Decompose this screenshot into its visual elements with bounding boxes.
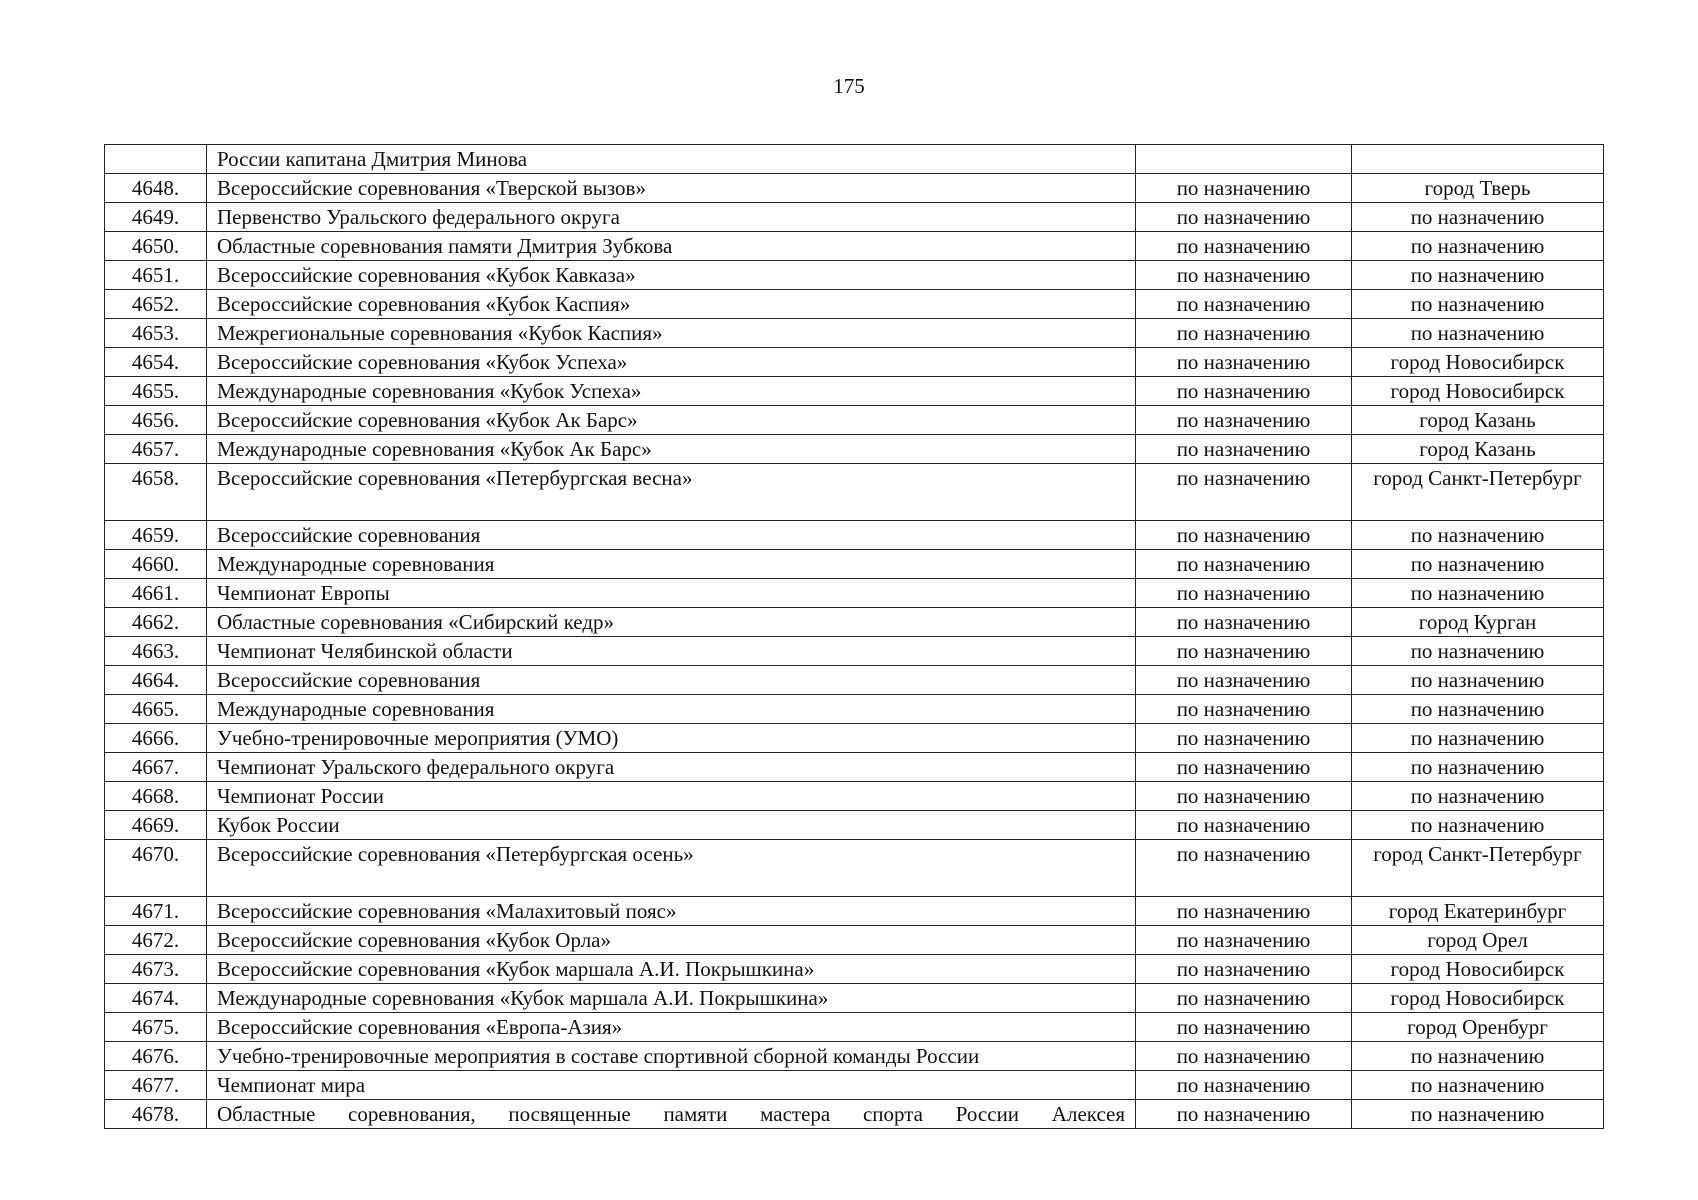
table-row <box>105 550 1604 579</box>
row-number-cell: 4658. <box>105 464 207 521</box>
event-date-cell: по назначению <box>1136 261 1352 290</box>
event-place-cell: город Новосибирск <box>1352 377 1604 406</box>
event-place-cell: по назначению <box>1352 666 1604 695</box>
event-name-cell: Чемпионат Челябинской области <box>207 637 1136 666</box>
event-date-cell: по назначению <box>1136 377 1352 406</box>
event-date-cell: по назначению <box>1136 1100 1352 1129</box>
row-number-cell: 4656. <box>105 406 207 435</box>
event-date-cell: по назначению <box>1136 174 1352 203</box>
row-number-cell: 4659. <box>105 521 207 550</box>
event-date-cell: по назначению <box>1136 811 1352 840</box>
row-number-cell: 4678. <box>105 1100 207 1129</box>
event-name-cell: Международные соревнования «Кубок Ак Барс» <box>207 435 1136 464</box>
event-place-cell: город Новосибирск <box>1352 348 1604 377</box>
table-row <box>105 579 1604 608</box>
table-row <box>105 753 1604 782</box>
event-name-cell: Всероссийские соревнования «Петербургская осень» <box>207 840 1136 897</box>
table-row <box>105 203 1604 232</box>
event-place-cell: по назначению <box>1352 811 1604 840</box>
row-number-cell: 4668. <box>105 782 207 811</box>
event-date-cell: по назначению <box>1136 579 1352 608</box>
table-row <box>105 666 1604 695</box>
event-date-cell: по назначению <box>1136 695 1352 724</box>
event-date-cell: по назначению <box>1136 435 1352 464</box>
event-date-cell: по назначению <box>1136 724 1352 753</box>
table-row <box>105 724 1604 753</box>
page-number: 175 <box>833 74 865 98</box>
event-date-cell: по назначению <box>1136 203 1352 232</box>
event-place-cell: по назначению <box>1352 319 1604 348</box>
event-place-cell: по назначению <box>1352 753 1604 782</box>
table-row <box>105 1013 1604 1042</box>
event-name-cell: Чемпионат Уральского федерального округа <box>207 753 1136 782</box>
event-place-cell: город Санкт-Петербург <box>1352 464 1604 521</box>
table-row <box>105 926 1604 955</box>
row-number-cell: 4664. <box>105 666 207 695</box>
event-date-cell: по назначению <box>1136 782 1352 811</box>
event-date-cell: по назначению <box>1136 955 1352 984</box>
event-name-cell: Всероссийские соревнования «Малахитовый пояс» <box>207 897 1136 926</box>
event-date-cell: по назначению <box>1136 550 1352 579</box>
event-date-cell: по назначению <box>1136 319 1352 348</box>
event-place-cell: по назначению <box>1352 1042 1604 1071</box>
event-name-cell: Всероссийские соревнования «Кубок Кавказа» <box>207 261 1136 290</box>
event-place-cell: город Орел <box>1352 926 1604 955</box>
row-number-cell: 4663. <box>105 637 207 666</box>
event-place-cell: по назначению <box>1352 261 1604 290</box>
row-number-cell: 4667. <box>105 753 207 782</box>
event-date-cell: по назначению <box>1136 897 1352 926</box>
event-place-cell: по назначению <box>1352 232 1604 261</box>
table-row <box>105 1071 1604 1100</box>
event-place-cell: по назначению <box>1352 1100 1604 1129</box>
table-row <box>105 435 1604 464</box>
event-date-cell: по назначению <box>1136 637 1352 666</box>
event-name-cell: Международные соревнования «Кубок маршала А.И. Покрышкина» <box>207 984 1136 1013</box>
event-name-cell: Чемпионат Европы <box>207 579 1136 608</box>
event-name-cell: Всероссийские соревнования «Кубок Орла» <box>207 926 1136 955</box>
event-name-cell: Кубок России <box>207 811 1136 840</box>
table-row <box>105 174 1604 203</box>
row-number-cell: 4660. <box>105 550 207 579</box>
table-row <box>105 290 1604 319</box>
event-place-cell: по назначению <box>1352 550 1604 579</box>
event-name-cell: Всероссийские соревнования «Тверской вызов» <box>207 174 1136 203</box>
events-table <box>104 144 1604 1129</box>
event-name-cell: Международные соревнования <box>207 550 1136 579</box>
event-name-cell: России капитана Дмитрия Минова <box>207 145 1136 174</box>
row-number-cell <box>105 145 207 174</box>
table-row <box>105 464 1604 521</box>
event-name-cell: Всероссийские соревнования «Кубок Ак Барс» <box>207 406 1136 435</box>
event-place-cell <box>1352 145 1604 174</box>
event-name-cell: Всероссийские соревнования <box>207 666 1136 695</box>
event-name-cell: Учебно-тренировочные мероприятия в составе спортивной сборной команды России <box>207 1042 1136 1071</box>
row-number-cell: 4676. <box>105 1042 207 1071</box>
event-name-cell: Чемпионат мира <box>207 1071 1136 1100</box>
event-name-cell: Международные соревнования «Кубок Успеха» <box>207 377 1136 406</box>
table-row <box>105 319 1604 348</box>
row-number-cell: 4651. <box>105 261 207 290</box>
row-number-cell: 4672. <box>105 926 207 955</box>
event-name-cell: Всероссийские соревнования «Европа-Азия» <box>207 1013 1136 1042</box>
row-number-cell: 4674. <box>105 984 207 1013</box>
event-name-cell: Областные соревнования, посвященные памяти мастера спорта России Алексея <box>207 1100 1136 1129</box>
table-row <box>105 1042 1604 1071</box>
event-place-cell: город Екатеринбург <box>1352 897 1604 926</box>
row-number-cell: 4673. <box>105 955 207 984</box>
event-name-cell: Всероссийские соревнования <box>207 521 1136 550</box>
table-row <box>105 261 1604 290</box>
row-number-cell: 4671. <box>105 897 207 926</box>
event-place-cell: город Новосибирск <box>1352 984 1604 1013</box>
row-number-cell: 4653. <box>105 319 207 348</box>
table-row <box>105 637 1604 666</box>
event-name-cell: Первенство Уральского федерального округа <box>207 203 1136 232</box>
row-number-cell: 4677. <box>105 1071 207 1100</box>
event-place-cell: город Санкт-Петербург <box>1352 840 1604 897</box>
event-date-cell: по назначению <box>1136 464 1352 521</box>
table-row <box>105 406 1604 435</box>
event-date-cell: по назначению <box>1136 840 1352 897</box>
event-place-cell: город Тверь <box>1352 174 1604 203</box>
row-number-cell: 4648. <box>105 174 207 203</box>
row-number-cell: 4665. <box>105 695 207 724</box>
event-date-cell: по назначению <box>1136 1042 1352 1071</box>
event-place-cell: по назначению <box>1352 695 1604 724</box>
event-place-cell: по назначению <box>1352 637 1604 666</box>
event-name-cell: Международные соревнования <box>207 695 1136 724</box>
table-row <box>105 984 1604 1013</box>
event-name-cell: Областные соревнования памяти Дмитрия Зубкова <box>207 232 1136 261</box>
event-name-cell: Межрегиональные соревнования «Кубок Каспия» <box>207 319 1136 348</box>
event-date-cell: по назначению <box>1136 753 1352 782</box>
event-place-cell: по назначению <box>1352 290 1604 319</box>
event-name-cell: Всероссийские соревнования «Кубок Каспия» <box>207 290 1136 319</box>
event-date-cell: по назначению <box>1136 666 1352 695</box>
event-place-cell: по назначению <box>1352 782 1604 811</box>
table-row <box>105 608 1604 637</box>
table-row <box>105 348 1604 377</box>
row-number-cell: 4652. <box>105 290 207 319</box>
row-number-cell: 4666. <box>105 724 207 753</box>
table-row <box>105 377 1604 406</box>
event-date-cell: по назначению <box>1136 1013 1352 1042</box>
event-name-cell: Областные соревнования «Сибирский кедр» <box>207 608 1136 637</box>
event-name-cell: Всероссийские соревнования «Кубок маршала А.И. Покрышкина» <box>207 955 1136 984</box>
row-number-cell: 4655. <box>105 377 207 406</box>
table-row <box>105 811 1604 840</box>
table-row <box>105 840 1604 897</box>
event-place-cell: по назначению <box>1352 1071 1604 1100</box>
event-name-cell: Всероссийские соревнования «Петербургская весна» <box>207 464 1136 521</box>
table-row <box>105 695 1604 724</box>
event-date-cell: по назначению <box>1136 290 1352 319</box>
table-row <box>105 145 1604 174</box>
event-date-cell: по назначению <box>1136 348 1352 377</box>
event-place-cell: город Курган <box>1352 608 1604 637</box>
event-place-cell: по назначению <box>1352 203 1604 232</box>
row-number-cell: 4654. <box>105 348 207 377</box>
row-number-cell: 4670. <box>105 840 207 897</box>
event-place-cell: город Новосибирск <box>1352 955 1604 984</box>
event-date-cell: по назначению <box>1136 984 1352 1013</box>
row-number-cell: 4662. <box>105 608 207 637</box>
event-name-cell: Учебно-тренировочные мероприятия (УМО) <box>207 724 1136 753</box>
event-name-cell: Всероссийские соревнования «Кубок Успеха» <box>207 348 1136 377</box>
table-row <box>105 782 1604 811</box>
row-number-cell: 4675. <box>105 1013 207 1042</box>
row-number-cell: 4661. <box>105 579 207 608</box>
event-date-cell: по назначению <box>1136 406 1352 435</box>
table-row <box>105 1100 1604 1129</box>
table-row <box>105 955 1604 984</box>
row-number-cell: 4649. <box>105 203 207 232</box>
events-table-body <box>105 145 1604 1129</box>
event-place-cell: по назначению <box>1352 579 1604 608</box>
event-date-cell <box>1136 145 1352 174</box>
table-row <box>105 521 1604 550</box>
row-number-cell: 4669. <box>105 811 207 840</box>
table-row <box>105 232 1604 261</box>
row-number-cell: 4650. <box>105 232 207 261</box>
event-date-cell: по назначению <box>1136 232 1352 261</box>
event-place-cell: по назначению <box>1352 521 1604 550</box>
event-date-cell: по назначению <box>1136 926 1352 955</box>
event-place-cell: по назначению <box>1352 724 1604 753</box>
event-place-cell: город Оренбург <box>1352 1013 1604 1042</box>
table-row <box>105 897 1604 926</box>
event-place-cell: город Казань <box>1352 406 1604 435</box>
event-date-cell: по назначению <box>1136 608 1352 637</box>
row-number-cell: 4657. <box>105 435 207 464</box>
event-name-cell: Чемпионат России <box>207 782 1136 811</box>
event-date-cell: по назначению <box>1136 1071 1352 1100</box>
event-place-cell: город Казань <box>1352 435 1604 464</box>
event-date-cell: по назначению <box>1136 521 1352 550</box>
